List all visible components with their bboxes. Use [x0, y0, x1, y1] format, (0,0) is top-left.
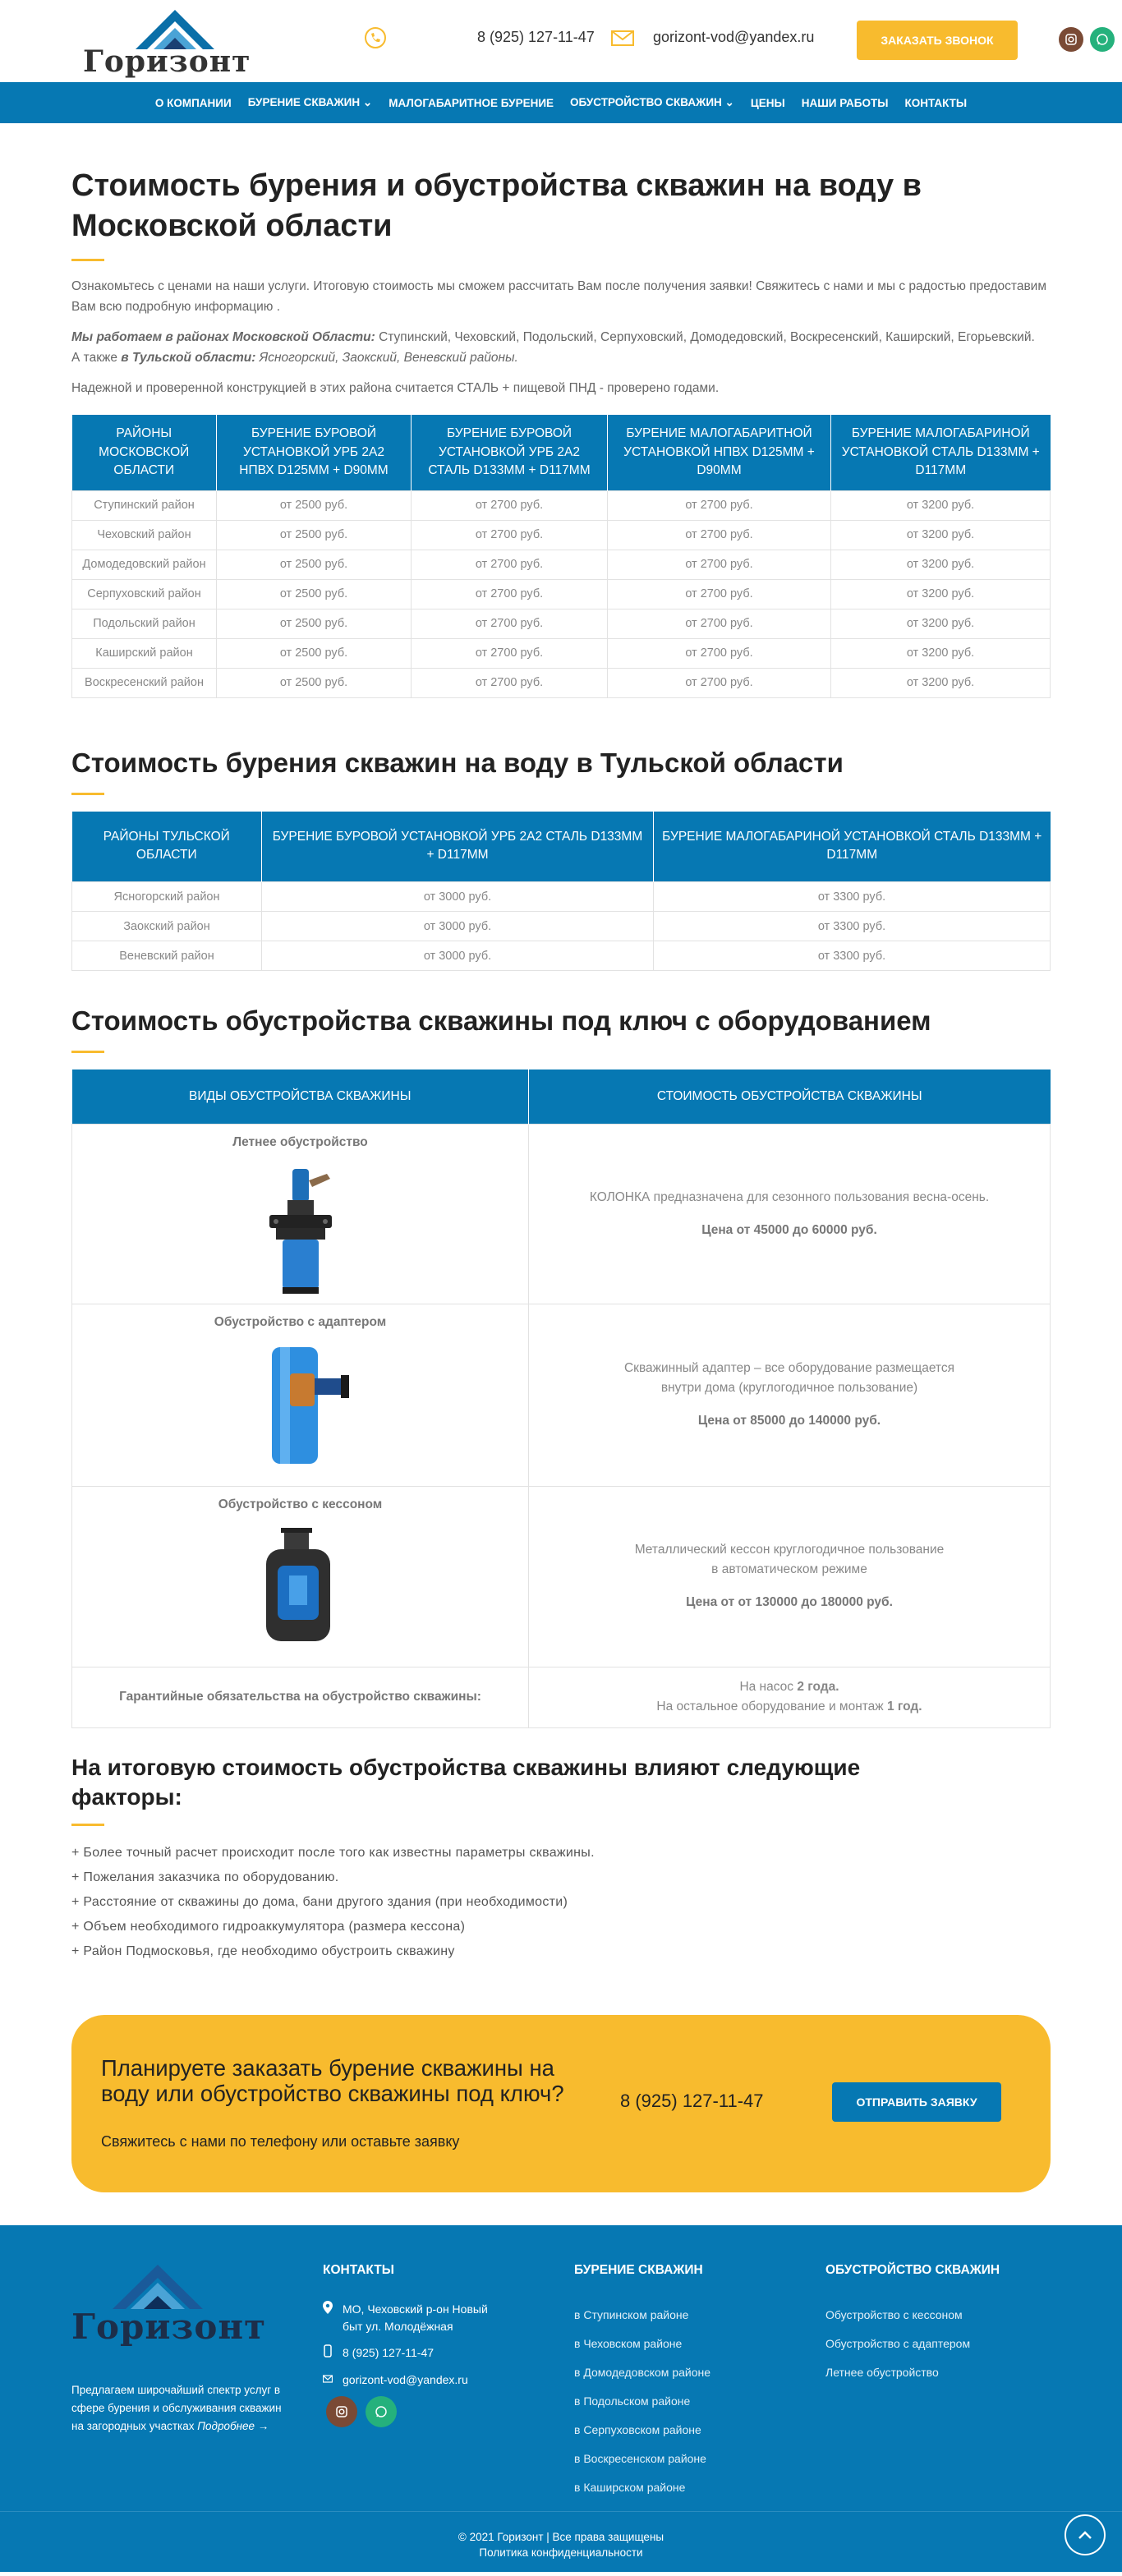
- footer-link[interactable]: Обустройство с адаптером: [825, 2337, 971, 2351]
- table-header: БУРЕНИЕ БУРОВОЙ УСТАНОВКОЙ УРБ 2А2 НПВХ D125ММ + D90ММ: [217, 415, 412, 490]
- table-row: [72, 1486, 1051, 1667]
- equipment-price-cell: КОЛОНКА предназначена для сезонного пользования весна-осень. Цена от 45000 до 60000 руб.: [529, 1124, 1051, 1304]
- footer-link[interactable]: в Подольском районе: [574, 2394, 691, 2408]
- nav-prices[interactable]: ЦЕНЫ: [750, 96, 785, 109]
- price-cell: от 3000 руб.: [262, 912, 654, 941]
- equipment-type-cell: Обустройство с адаптером: [72, 1304, 529, 1486]
- table-header: БУРЕНИЕ МАЛОГАБАРИТНОЙ УСТАНОВКОЙ НПВХ D125ММ + D90ММ: [608, 415, 831, 490]
- mail-icon: [323, 2371, 333, 2388]
- footer-logo[interactable]: [71, 2258, 269, 2347]
- instagram-icon[interactable]: [1059, 27, 1083, 52]
- mail-icon: [610, 26, 633, 49]
- location-pin-icon: [323, 2301, 333, 2334]
- header-phone[interactable]: 8 (925) 127-11-47: [477, 29, 595, 45]
- district-cell: Ступинский район: [72, 490, 217, 520]
- guarantee-label: Гарантийные обязательства на обустройство скважины:: [72, 1667, 529, 1727]
- footer-address: МО, Чеховский р-он Новый быт ул. Молодёжная: [323, 2301, 536, 2334]
- price-cell: от 2700 руб.: [412, 490, 608, 520]
- footer-heading: КОНТАКТЫ: [323, 2263, 394, 2278]
- table-row: [72, 912, 1051, 941]
- price-cell: от 2700 руб.: [412, 550, 608, 579]
- main-content: [71, 123, 1051, 2192]
- nav-contacts[interactable]: КОНТАКТЫ: [904, 96, 968, 109]
- title-underline: [71, 793, 104, 795]
- footer-equipment: [825, 2263, 1047, 2387]
- title-underline: [71, 259, 104, 261]
- list-item: + Расстояние от скважины до дома, бани другого здания (при необходимости): [71, 1895, 568, 1910]
- district-cell: Домодедовский район: [72, 550, 217, 579]
- equipment-title: Стоимость обустройства скважины под ключ с оборудованием: [71, 1005, 931, 1037]
- price-cell: от 3200 руб.: [831, 550, 1051, 579]
- nav-our-works[interactable]: НАШИ РАБОТЫ: [801, 96, 889, 109]
- footer-heading: ОБУСТРОЙСТВО СКВАЖИН: [825, 2263, 1000, 2278]
- district-cell: Серпуховский район: [72, 579, 217, 609]
- chevron-up-icon: [1078, 2530, 1092, 2540]
- footer-contacts: [323, 2263, 536, 2398]
- phone-icon: [323, 2344, 333, 2362]
- price-cell: от 2700 руб.: [412, 520, 608, 550]
- table-row: [72, 490, 1051, 520]
- price-cell: от 3300 руб.: [654, 912, 1051, 941]
- district-cell: Воскресенский район: [72, 668, 217, 697]
- price-cell: от 3300 руб.: [654, 882, 1051, 912]
- district-cell: Каширский район: [72, 638, 217, 668]
- footer-link[interactable]: в Ступинском районе: [574, 2308, 689, 2322]
- price-label: Цена от 85000 до 140000 руб.: [697, 1414, 881, 1428]
- footer-link[interactable]: в Воскресенском районе: [574, 2452, 706, 2466]
- price-cell: от 2700 руб.: [608, 638, 831, 668]
- equipment-price-table: [71, 1070, 1051, 1728]
- footer-link[interactable]: в Чеховском районе: [574, 2337, 683, 2351]
- price-cell: от 3000 руб.: [262, 882, 654, 912]
- chevron-down-icon: ⌄: [724, 96, 734, 108]
- table-header: БУРЕНИЕ МАЛОГАБАРИНОЙ УСТАНОВКОЙ СТАЛЬ D133ММ + D117ММ: [654, 812, 1051, 882]
- page-title: Стоимость бурения и обустройства скважин на воду в Московской области: [71, 168, 922, 244]
- price-cell: от 2700 руб.: [412, 638, 608, 668]
- table-header: РАЙОНЫ ТУЛЬСКОЙ ОБЛАСТИ: [72, 812, 262, 882]
- construction-note: Надежной и проверенной конструкцией в этих района считается СТАЛЬ + пищевой ПНД - проверено годами.: [71, 381, 720, 396]
- send-request-button[interactable]: ОТПРАВИТЬ ЗАЯВКУ: [832, 2082, 1001, 2122]
- footer-link[interactable]: в Серпуховском районе: [574, 2423, 701, 2437]
- cta-subtitle: Свяжитесь с нами по телефону или оставьте заявку: [101, 2133, 460, 2150]
- price-cell: от 3200 руб.: [831, 609, 1051, 638]
- phone-icon: [364, 26, 387, 49]
- price-cell: от 2700 руб.: [608, 668, 831, 697]
- price-cell: от 3300 руб.: [654, 941, 1051, 971]
- footer-drilling: [574, 2263, 779, 2502]
- tula-title: Стоимость бурения скважин на воду в Тульской области: [71, 747, 844, 778]
- table-row: [72, 638, 1051, 668]
- regions-text: Мы работаем в районах Московской Области: Ступинский, Чеховский, Подольский, Серпуховский, Домодедовский, Воскресенский, Каширский, Егорьевский. А также в Тульской области: Ясногорский, Заокский, Веневский районы.: [71, 330, 1035, 366]
- cta-banner: [71, 2015, 1051, 2192]
- price-cell: от 3200 руб.: [831, 668, 1051, 697]
- footer-description: Предлагаем широчайший спектр услуг в сфере бурения и обслуживания скважин на загородных участках Подробнее →: [71, 2384, 282, 2432]
- price-cell: от 3200 руб.: [831, 520, 1051, 550]
- site-footer: [0, 2225, 1122, 2572]
- list-item: + Более точный расчет происходит после того как известны параметры скважины.: [71, 1846, 595, 1861]
- price-cell: от 2700 руб.: [412, 579, 608, 609]
- district-cell: Чеховский район: [72, 520, 217, 550]
- equipment-price-cell: Скважинный адаптер – все оборудование размещается внутри дома (круглогодичное пользование) Цена от 85000 до 140000 руб.: [529, 1304, 1051, 1486]
- nav-small-drilling[interactable]: МАЛОГАБАРИТНОЕ БУРЕНИЕ: [389, 96, 554, 109]
- scroll-top-button[interactable]: [1065, 2514, 1106, 2555]
- footer-phone[interactable]: 8 (925) 127-11-47: [323, 2344, 536, 2362]
- price-cell: от 2700 руб.: [608, 609, 831, 638]
- table-header: ВИДЫ ОБУСТРОЙСТВА СКВАЖИНЫ: [72, 1070, 529, 1124]
- price-cell: от 2500 руб.: [217, 579, 412, 609]
- district-cell: Подольский район: [72, 609, 217, 638]
- price-cell: от 3200 руб.: [831, 490, 1051, 520]
- moscow-price-table: [71, 415, 1051, 697]
- table-row: [72, 1667, 1051, 1727]
- logo-text: Горизонт: [83, 44, 251, 79]
- title-underline: [71, 1051, 104, 1053]
- district-cell: Ясногорский район: [72, 882, 262, 912]
- whatsapp-icon[interactable]: [1090, 27, 1115, 52]
- equipment-type-cell: Летнее обустройство: [72, 1124, 529, 1304]
- nav-drilling[interactable]: БУРЕНИЕ СКВАЖИН ⌄: [247, 96, 373, 108]
- table-row: [72, 941, 1051, 971]
- privacy-link[interactable]: Политика конфиденциальности: [479, 2546, 643, 2559]
- price-cell: от 2500 руб.: [217, 550, 412, 579]
- list-item: + Район Подмосковья, где необходимо обустроить скважину: [71, 1944, 455, 1959]
- district-cell: Веневский район: [72, 941, 262, 971]
- logo-roof-icon: [96, 2258, 219, 2311]
- nav-about[interactable]: О КОМПАНИИ: [154, 96, 232, 109]
- footer-link[interactable]: Летнее обустройство: [825, 2366, 939, 2380]
- table-header: БУРЕНИЕ БУРОВОЙ УСТАНОВКОЙ УРБ 2А2 СТАЛЬ D133ММ + D117ММ: [412, 415, 608, 490]
- price-cell: от 2700 руб.: [412, 609, 608, 638]
- price-cell: от 2500 руб.: [217, 638, 412, 668]
- table-row: [72, 609, 1051, 638]
- price-cell: от 2700 руб.: [608, 490, 831, 520]
- whatsapp-icon[interactable]: [366, 2396, 397, 2427]
- price-cell: от 3000 руб.: [262, 941, 654, 971]
- price-cell: от 2500 руб.: [217, 490, 412, 520]
- price-cell: от 3200 руб.: [831, 638, 1051, 668]
- price-cell: от 2700 руб.: [608, 520, 831, 550]
- list-item: + Пожелания заказчика по оборудованию.: [71, 1870, 339, 1885]
- table-row: [72, 1124, 1051, 1304]
- caisson-image: [251, 1526, 350, 1649]
- footer-logo-text: Горизонт: [71, 2307, 267, 2348]
- footer-link[interactable]: в Домодедовском районе: [574, 2366, 711, 2380]
- table-header: РАЙОНЫ МОСКОВСКОЙ ОБЛАСТИ: [72, 415, 217, 490]
- table-row: [72, 882, 1051, 912]
- copyright: © 2021 Горизонт | Все права защищены: [458, 2531, 664, 2544]
- order-call-button[interactable]: ЗАКАЗАТЬ ЗВОНОК: [857, 21, 1018, 60]
- intro-text: Ознакомьтесь с ценами на наши услуги. Итоговую стоимость мы сможем рассчитать Вам после получения заявки! Свяжитесь с нами и мы с радостью предоставим Вам всю подробную информацию .: [71, 278, 1046, 314]
- table-row: [72, 520, 1051, 550]
- table-row: [72, 668, 1051, 697]
- guarantee-value: На насос 2 года. На остальное оборудование и монтаж 1 год.: [529, 1667, 1051, 1727]
- equipment-price-cell: Металлический кессон круглогодичное пользование в автоматическом режиме Цена от от 130000 до 180000 руб.: [529, 1486, 1051, 1667]
- factors-title: На итоговую стоимость обустройства скважины влияют следующие факторы:: [71, 1754, 861, 1810]
- table-row: [72, 579, 1051, 609]
- footer-email[interactable]: gorizont-vod@yandex.ru: [323, 2371, 536, 2388]
- adapter-image: [247, 1344, 354, 1467]
- tula-price-table: [71, 812, 1051, 972]
- price-label: Цена от от 130000 до 180000 руб.: [686, 1595, 893, 1610]
- header-email[interactable]: gorizont-vod@yandex.ru: [653, 29, 815, 45]
- table-row: [72, 1304, 1051, 1486]
- nav-equipment[interactable]: ОБУСТРОЙСТВО СКВАЖИН ⌄: [570, 96, 734, 108]
- footer-link[interactable]: Обустройство с кессоном: [825, 2308, 963, 2322]
- price-cell: от 2500 руб.: [217, 668, 412, 697]
- cta-phone[interactable]: 8 (925) 127-11-47: [620, 2091, 764, 2112]
- factors-list: [71, 1841, 1051, 1964]
- chevron-down-icon: ⌄: [362, 96, 373, 108]
- price-cell: от 2700 руб.: [412, 668, 608, 697]
- table-row: [72, 550, 1051, 579]
- footer-bottom: [0, 2511, 1122, 2560]
- title-underline: [71, 1824, 104, 1826]
- district-cell: Заокский район: [72, 912, 262, 941]
- main-navigation: [0, 82, 1122, 123]
- table-header: БУРЕНИЕ МАЛОГАБАРИНОЙ УСТАНОВКОЙ СТАЛЬ D133ММ + D117ММ: [831, 415, 1051, 490]
- table-header: БУРЕНИЕ БУРОВОЙ УСТАНОВКОЙ УРБ 2А2 СТАЛЬ D133ММ + D117ММ: [262, 812, 654, 882]
- top-header: [0, 0, 1122, 82]
- list-item: + Объем необходимого гидроаккумулятора (размера кессона): [71, 1920, 466, 1934]
- price-cell: от 2500 руб.: [217, 520, 412, 550]
- footer-link[interactable]: в Каширском районе: [574, 2481, 686, 2495]
- more-link[interactable]: Подробнее →: [197, 2419, 269, 2432]
- price-label: Цена от 45000 до 60000 руб.: [701, 1222, 877, 1237]
- footer-heading: БУРЕНИЕ СКВАЖИН: [574, 2263, 703, 2278]
- table-header: СТОИМОСТЬ ОБУСТРОЙСТВА СКВАЖИНЫ: [529, 1070, 1051, 1124]
- cta-title: Планируете заказать бурение скважины на воду или обустройство скважины под ключ?: [101, 2055, 564, 2107]
- price-cell: от 2700 руб.: [608, 550, 831, 579]
- price-cell: от 2700 руб.: [608, 579, 831, 609]
- price-cell: от 2500 руб.: [217, 609, 412, 638]
- instagram-icon[interactable]: [326, 2396, 357, 2427]
- price-cell: от 3200 руб.: [831, 579, 1051, 609]
- equipment-type-cell: Обустройство с кессоном: [72, 1486, 529, 1667]
- summer-column-image: [251, 1164, 350, 1304]
- site-logo[interactable]: [78, 3, 251, 79]
